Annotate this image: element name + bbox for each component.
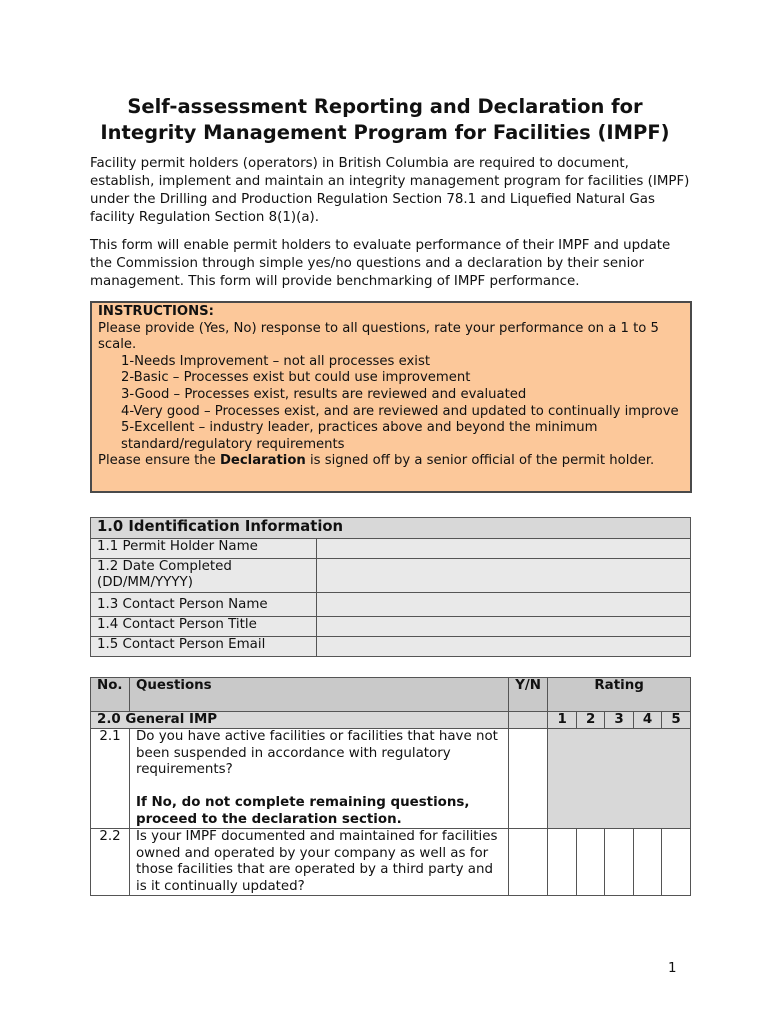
general-imp-section-heading: 2.0 General IMP [91,712,509,729]
question-text: Is your IMPF documented and maintained for facilities owned and operated by your company as well as for those facilities that are operated by a third party and is it continually updated? [129,829,508,896]
identification-table [90,517,691,657]
instructions-box [90,301,692,493]
question-number: 2.1 [91,729,130,829]
rating-definition-3: 3-Good – Processes exist, results are reviewed and evaluated [121,386,527,402]
question-text [129,729,508,829]
rating-cell-1[interactable] [548,829,577,896]
column-header-rating: Rating [548,678,691,712]
rating-cell-4[interactable] [634,829,662,896]
rating-cell-disabled [548,729,691,829]
column-header-no: No. [91,678,130,712]
rating-definition-5: 5-Excellent – industry leader, practices above and beyond the minimum standard/regulatory requirements [121,420,598,452]
question-2-1-note: If No, do not complete remaining questions, proceed to the declaration section. [135,795,470,827]
permit-holder-name-field[interactable] [316,539,690,559]
column-header-yes-no: Y/N [509,678,548,712]
field-label-permit-holder-name: 1.1 Permit Holder Name [91,539,317,559]
identification-section-heading: 1.0 Identification Information [91,518,691,539]
rating-definition-1: 1-Needs Improvement – not all processes exist [121,353,430,369]
column-header-questions: Questions [129,678,508,712]
question-number: 2.2 [91,829,130,896]
rating-scale-5: 5 [662,712,691,729]
question-2-1-text: Do you have active facilities or facilities that have not been suspended in accordance with regulatory requirements? [135,729,498,777]
intro-paragraph-2: This form will enable permit holders to evaluate performance of their IMPF and update the Commission through simple yes/no questions and a declaration by their senior management. This form will provide benchmarking of IMPF performance. [90,238,671,289]
rating-scale-4: 4 [634,712,662,729]
section-yn-cell [509,712,548,729]
rating-scale-2: 2 [577,712,605,729]
contact-person-name-field[interactable] [316,593,690,617]
rating-definition-2: 2-Basic – Processes exist but could use improvement [121,370,471,386]
rating-scale-1: 1 [548,712,577,729]
contact-person-title-field[interactable] [316,617,690,637]
rating-cell-5[interactable] [662,829,691,896]
field-label-contact-person-name: 1.3 Contact Person Name [91,593,317,617]
rating-scale-3: 3 [605,712,634,729]
contact-person-email-field[interactable] [316,637,690,657]
page-number: 1 [668,961,677,976]
instructions-lead: Please provide (Yes, No) response to all questions, rate your performance on a 1 to 5 scale. [98,320,659,353]
yes-no-answer-cell[interactable] [509,729,548,829]
rating-definition-4: 4-Very good – Processes exist, and are reviewed and updated to continually improve [121,403,679,419]
questions-table [90,677,691,896]
yes-no-answer-cell[interactable] [509,829,548,896]
date-completed-field[interactable] [316,559,690,593]
title-line-1: Self-assessment Reporting and Declaration for [127,95,643,118]
field-label-contact-person-title: 1.4 Contact Person Title [91,617,317,637]
field-label-date-completed: 1.2 Date Completed (DD/MM/YYYY) [91,559,317,593]
rating-cell-2[interactable] [577,829,605,896]
title-line-2: Integrity Management Program for Facilities (IMPF) [100,121,670,144]
instructions-closing: Please ensure the Declaration is signed off by a senior official of the permit holder. [98,453,655,469]
intro-paragraph-1: Facility permit holders (operators) in British Columbia are required to document, establish, implement and maintain an integrity management program for facilities (IMPF) under the Drilling and Production Regulation Section 78.1 and Liquefied Natural Gas facility Regulation Section 8(1)(a). [90,156,690,225]
document-title [60,94,710,146]
rating-cell-3[interactable] [605,829,634,896]
instructions-heading: INSTRUCTIONS: [98,304,214,319]
field-label-contact-person-email: 1.5 Contact Person Email [91,637,317,657]
